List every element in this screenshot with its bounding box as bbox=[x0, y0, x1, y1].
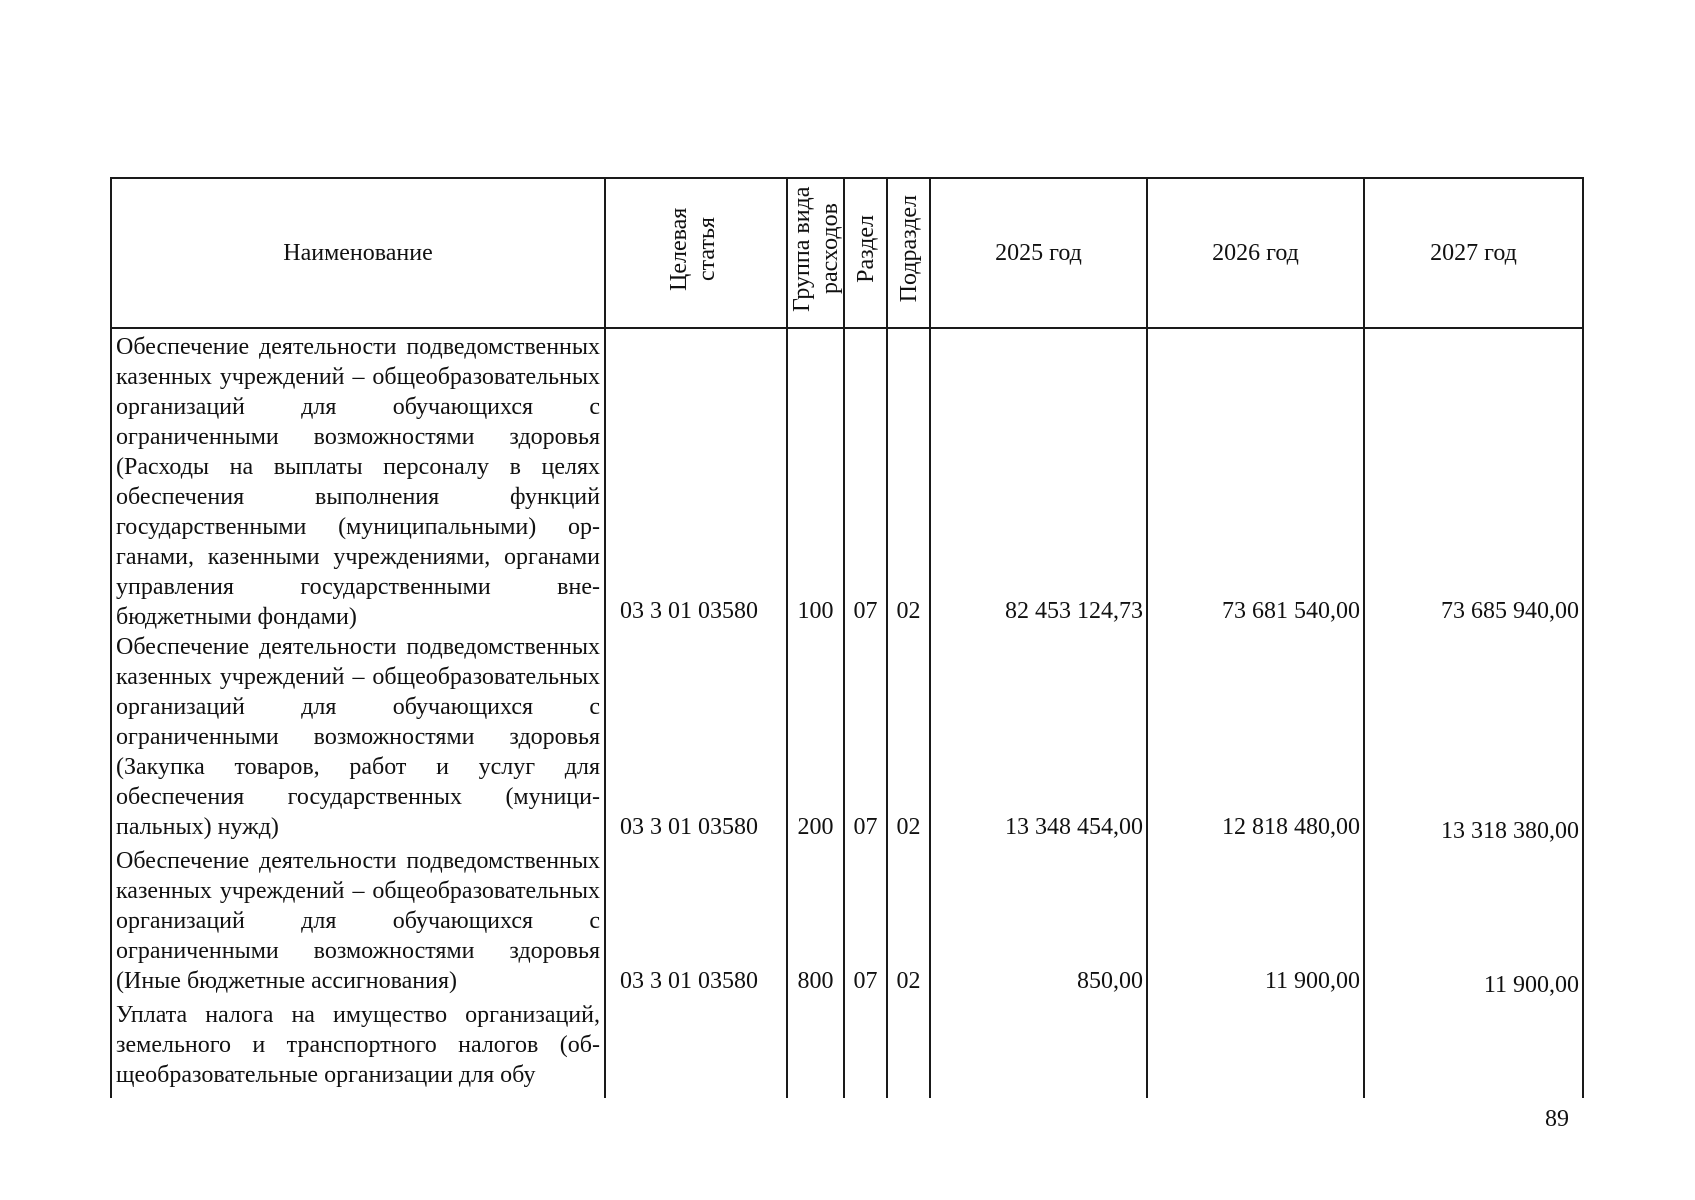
row-name: Обеспечение деятельности подведомственных казенных учреждений – общеобразовательных организаций для обучающихся с ограниченными возможностями здоровья (Закупка товаров, работ и услуг для обеспечения государственных (муниципальных) нужд) bbox=[111, 632, 605, 846]
header-year-2026: 2026 год bbox=[1147, 178, 1364, 328]
row-value-2027: 73 685 940,00 bbox=[1364, 328, 1583, 632]
table-row bbox=[111, 1000, 1583, 1097]
header-target-article: Целевая статья bbox=[605, 178, 787, 328]
header-year-2027: 2027 год bbox=[1364, 178, 1583, 328]
row-target-article: 03 3 01 03580 bbox=[605, 846, 787, 1000]
row-value-2025: 850,00 bbox=[930, 846, 1147, 1000]
header-name: Наименование bbox=[111, 178, 605, 328]
row-expense-group: 100 bbox=[787, 328, 844, 632]
table-row bbox=[111, 328, 1583, 632]
table-row bbox=[111, 846, 1583, 1000]
row-value-2027: 13 318 380,00 bbox=[1364, 632, 1583, 846]
row-target-article: 03 3 01 03580 bbox=[605, 632, 787, 846]
header-expense-group: Группа вида расходов bbox=[787, 178, 844, 328]
row-subsection: 02 bbox=[887, 632, 930, 846]
row-value-2026: 11 900,00 bbox=[1147, 846, 1364, 1000]
row-value-2027: 11 900,00 bbox=[1364, 846, 1583, 1000]
row-subsection: 02 bbox=[887, 846, 930, 1000]
row-expense-group: 200 bbox=[787, 632, 844, 846]
row-section: 07 bbox=[844, 632, 887, 846]
row-name: Уплата налога на имущество организаций, земельного и транспортного налогов (общеобразовательные организации для обу bbox=[111, 1000, 605, 1097]
table-header-row bbox=[111, 178, 1583, 328]
row-value-2025: 82 453 124,73 bbox=[930, 328, 1147, 632]
row-value-2025: 13 348 454,00 bbox=[930, 632, 1147, 846]
row-section: 07 bbox=[844, 846, 887, 1000]
row-expense-group: 800 bbox=[787, 846, 844, 1000]
row-subsection: 02 bbox=[887, 328, 930, 632]
row-name: Обеспечение деятельности подведомственных казенных учреждений – общеобразовательных организаций для обучающихся с ограниченными возможностями здоровья (Иные бюджетные ассигнования) bbox=[111, 846, 605, 1000]
row-value-2026: 73 681 540,00 bbox=[1147, 328, 1364, 632]
header-year-2025: 2025 год bbox=[930, 178, 1147, 328]
row-value-2026: 12 818 480,00 bbox=[1147, 632, 1364, 846]
page-number: 89 bbox=[1545, 1106, 1569, 1132]
row-target-article: 03 3 01 03580 bbox=[605, 328, 787, 632]
row-section: 07 bbox=[844, 328, 887, 632]
budget-table bbox=[110, 177, 1584, 1098]
row-name: Обеспечение деятельности подведомственных казенных учреждений – общеобразовательных организаций для обучающихся с ограниченными возможностями здоровья (Расходы на выплаты персоналу в целях обеспечения выполнения функций государственными (муниципальными) органами, казенными учреждениями, органами управления государственными внебюджетными фондами) bbox=[111, 328, 605, 632]
header-section: Раздел bbox=[844, 178, 887, 328]
header-subsection: Подраздел bbox=[887, 178, 930, 328]
table-row bbox=[111, 632, 1583, 846]
